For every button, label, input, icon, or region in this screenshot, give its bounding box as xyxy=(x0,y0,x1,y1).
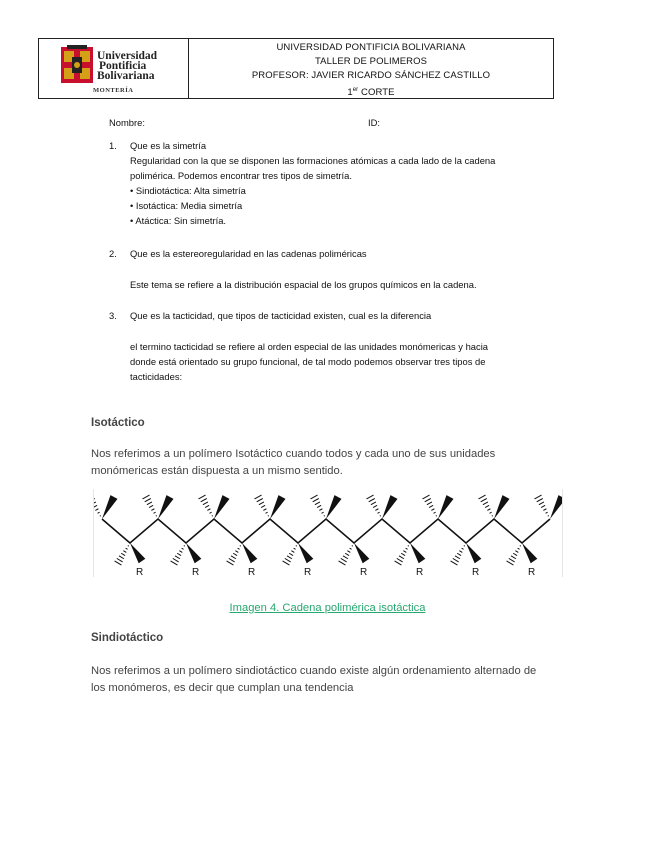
hashed-wedge-bond xyxy=(395,546,409,565)
solid-wedge-bond xyxy=(298,543,313,563)
solid-wedge-bond xyxy=(214,495,230,519)
hashed-wedge-bond xyxy=(366,495,380,516)
hashed-wedge-bond xyxy=(534,495,548,516)
isotactico-paragraph: Nos referimos a un polímero Isotáctico cuando todos y cada uno de sus unidades monómericas están dispuesta a un mismo sentido. xyxy=(91,448,496,477)
r-group-label: R xyxy=(416,567,424,577)
question-3-answer xyxy=(130,339,570,384)
logo-wordmark: Universidad Pontificia Bolivariana xyxy=(97,50,158,82)
hashed-wedge-bond xyxy=(507,546,521,565)
hashed-wedge-bond xyxy=(339,546,353,565)
solid-wedge-bond xyxy=(186,543,201,563)
solid-wedge-bond xyxy=(438,495,454,519)
id-label: ID: xyxy=(368,117,380,128)
answer-line: Este tema se refiere a la distribución espacial de los grupos químicos en la cadena. xyxy=(130,279,477,290)
hashed-wedge-bond xyxy=(94,495,101,516)
hashed-wedge-bond xyxy=(478,495,492,516)
solid-wedge-bond xyxy=(466,543,481,563)
r-group-label: R xyxy=(136,567,144,577)
hashed-wedge-bond xyxy=(227,546,241,565)
question-2-title: Que es la estereoregularidad en las cadenas poliméricas xyxy=(130,248,367,259)
header-line-university: UNIVERSIDAD PONTIFICIA BOLIVARIANA xyxy=(276,42,466,53)
question-1 xyxy=(130,138,570,228)
r-group-label: R xyxy=(248,567,256,577)
solid-wedge-bond xyxy=(550,495,562,519)
answer-line: • Sindiotáctica: Alta simetría xyxy=(130,185,246,196)
solid-wedge-bond xyxy=(326,495,342,519)
solid-wedge-bond xyxy=(158,495,174,519)
answer-line: el termino tacticidad se refiere al orden especial de las unidades monómericas y hacia xyxy=(130,341,489,352)
r-group-label: R xyxy=(192,567,200,577)
sindiotactico-paragraph: Nos referimos a un polímero sindiotáctico cuando existe algún ordenamiento alternado de los monómeros, es decir que cumplan una tendencia xyxy=(91,665,537,694)
header-line-course: TALLER DE POLIMEROS xyxy=(314,56,428,67)
isotactico-heading: Isotáctico xyxy=(91,417,145,429)
hashed-wedge-bond xyxy=(422,495,436,516)
isotactic-chain-diagram xyxy=(94,489,562,577)
solid-wedge-bond xyxy=(494,495,510,519)
header-line-term: 1er CORTE xyxy=(347,87,395,99)
solid-wedge-bond xyxy=(102,495,118,519)
r-group-label: R xyxy=(472,567,480,577)
answer-line: polimérica. Podemos encontrar tres tipos de simetría. xyxy=(130,170,352,181)
hashed-wedge-bond xyxy=(283,546,297,565)
answer-line: Regularidad con la que se disponen las formaciones atómicas a cada lado de la cadena xyxy=(130,155,496,166)
hashed-wedge-bond xyxy=(254,495,268,516)
solid-wedge-bond xyxy=(522,543,537,563)
hashed-wedge-bond xyxy=(451,546,465,565)
name-label: Nombre: xyxy=(109,117,145,128)
header-line-professor: PROFESOR: JAVIER RICARDO SÁNCHEZ CASTILLO xyxy=(251,70,491,81)
solid-wedge-bond xyxy=(242,543,257,563)
question-1-title: Que es la simetría xyxy=(130,140,207,151)
hashed-wedge-bond xyxy=(198,495,212,516)
hashed-wedge-bond xyxy=(115,546,129,565)
answer-line: • Atáctica: Sin simetría. xyxy=(130,215,227,226)
r-group-label: R xyxy=(360,567,368,577)
solid-wedge-bond xyxy=(354,543,369,563)
question-3-title: Que es la tacticidad, que tipos de tacticidad existen, cual es la diferencia xyxy=(130,310,432,321)
hashed-wedge-bond xyxy=(310,495,324,516)
question-1-number: 1. xyxy=(109,140,117,151)
answer-line: donde está orientado su grupo funcional, de tal modo podemos observar tres tipos de xyxy=(130,356,486,367)
solid-wedge-bond xyxy=(130,543,145,563)
hashed-wedge-bond xyxy=(142,495,156,516)
logo-city: MONTERÍA xyxy=(93,87,134,94)
university-logo xyxy=(39,39,189,98)
figure-caption[interactable]: Imagen 4. Cadena polimérica isotáctica xyxy=(229,602,426,614)
r-group-label: R xyxy=(304,567,312,577)
solid-wedge-bond xyxy=(270,495,286,519)
hashed-wedge-bond xyxy=(171,546,185,565)
answer-line: tacticidades: xyxy=(130,371,183,382)
question-2-number: 2. xyxy=(109,248,117,259)
answer-line: • Isotáctica: Media simetría xyxy=(130,200,243,211)
isotactic-chain-figure xyxy=(93,489,563,577)
solid-wedge-bond xyxy=(382,495,398,519)
header-text xyxy=(189,39,553,98)
document-header xyxy=(38,38,554,99)
question-3-number: 3. xyxy=(109,310,117,321)
solid-wedge-bond xyxy=(410,543,425,563)
shield-icon xyxy=(61,45,93,85)
chain-backbone xyxy=(102,519,550,543)
sindiotactico-heading: Sindiotáctico xyxy=(91,632,164,644)
r-group-label: R xyxy=(528,567,536,577)
